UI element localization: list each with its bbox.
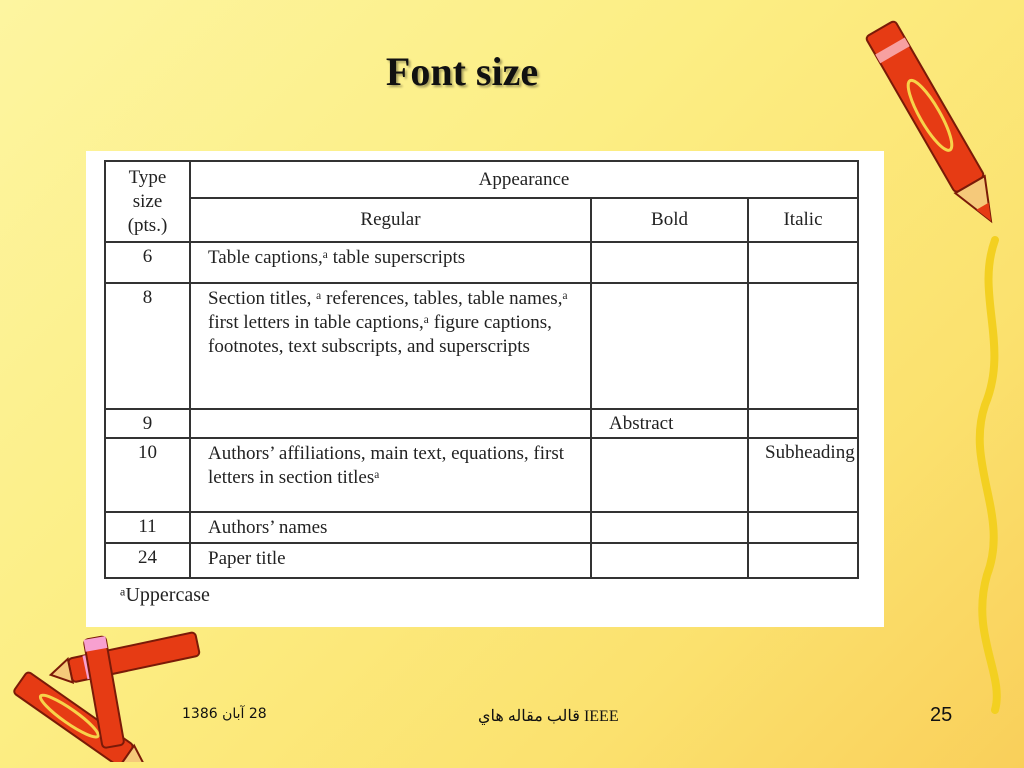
crayons-bottom-left-icon	[0, 622, 210, 762]
squiggle-line-icon	[965, 235, 1015, 715]
bold-cell	[591, 438, 748, 512]
header-italic: Italic	[748, 198, 858, 242]
italic-cell	[748, 242, 858, 283]
font-size-table	[104, 160, 859, 579]
table-row	[105, 283, 858, 409]
bold-cell	[591, 283, 748, 409]
bold-cell	[591, 543, 748, 578]
table-footnote: ᵃUppercase	[120, 584, 210, 606]
font-size-table-panel	[86, 151, 884, 627]
slide-title: Font size	[385, 49, 539, 94]
size-cell: 9	[105, 409, 190, 438]
bold-cell	[591, 242, 748, 283]
italic-cell	[748, 283, 858, 409]
regular-cell	[190, 409, 591, 438]
italic-cell: Subheading	[748, 438, 858, 512]
regular-cell: Authors’ affiliations, main text, equations, first letters in section titlesᵃ	[190, 438, 591, 512]
header-type-size	[105, 161, 190, 242]
italic-cell	[748, 543, 858, 578]
header-bold: Bold	[591, 198, 748, 242]
size-cell: 6	[105, 242, 190, 283]
header-size-line-2: size	[132, 190, 163, 212]
table-row	[105, 543, 858, 578]
bold-cell: Abstract	[591, 409, 748, 438]
table-row	[105, 512, 858, 543]
size-cell: 11	[105, 512, 190, 543]
size-cell: 24	[105, 543, 190, 578]
regular-cell: Table captions,ᵃ table superscripts	[190, 242, 591, 283]
size-cell: 10	[105, 438, 190, 512]
header-regular: Regular	[190, 198, 591, 242]
footer-center-text: قالب مقاله هاي IEEE	[478, 708, 619, 725]
table-row	[105, 409, 858, 438]
table-row	[105, 438, 858, 512]
footer-date: 28 آبان 1386	[182, 706, 267, 722]
header-size-line-1: Type	[128, 166, 167, 188]
bold-cell	[591, 512, 748, 543]
italic-cell	[748, 409, 858, 438]
header-size-line-3: (pts.)	[127, 214, 168, 236]
regular-cell: Paper title	[190, 543, 591, 578]
size-cell: 8	[105, 283, 190, 409]
italic-cell	[748, 512, 858, 543]
header-appearance: Appearance	[190, 161, 858, 198]
table-row	[105, 242, 858, 283]
regular-cell: Authors’ names	[190, 512, 591, 543]
regular-cell: Section titles, ᵃ references, tables, table names,ᵃ first letters in table captions,ᵃ figure captions, footnotes, text subscripts, and superscripts	[190, 283, 591, 409]
page-number: 25	[930, 704, 953, 726]
